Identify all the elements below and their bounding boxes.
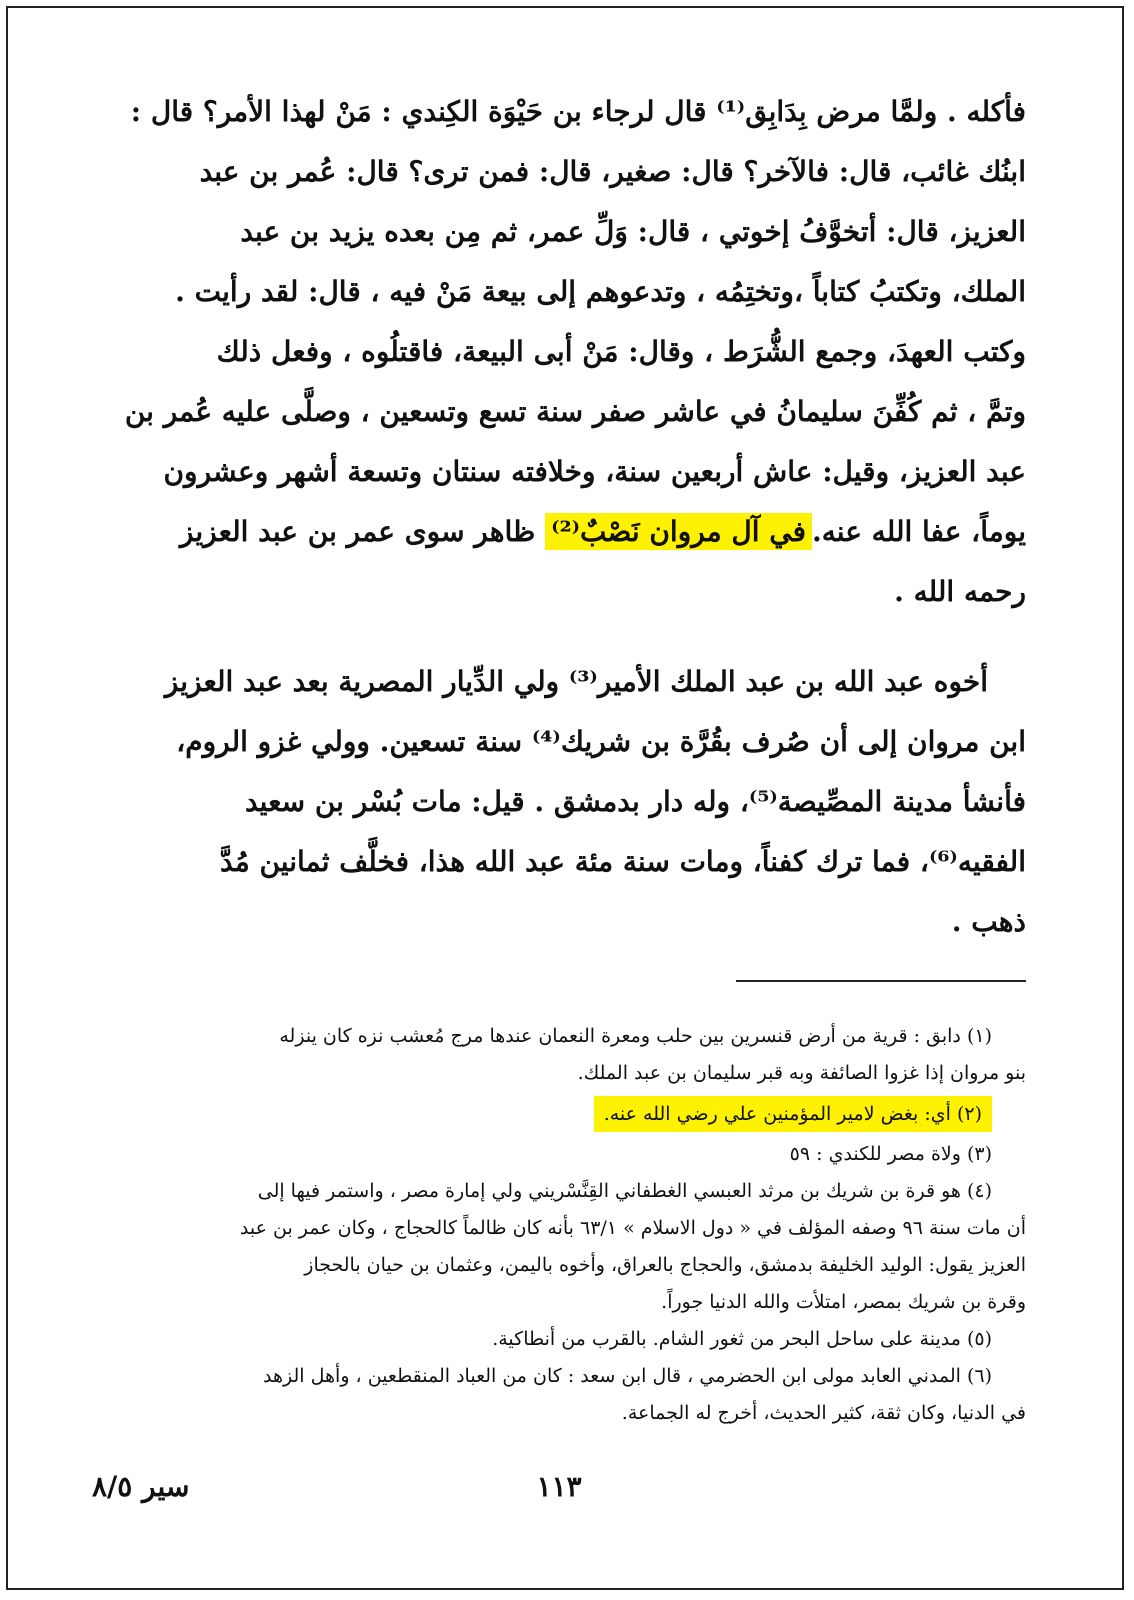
text-line: رحمه الله . — [894, 575, 1026, 608]
footnote-5: (٥) مدينة على ساحل البحر من ثغور الشام. بالقرب من أنطاكية. — [492, 1328, 992, 1350]
footnote-2 — [92, 1092, 1026, 1136]
footnote-4-line: أن مات سنة ٩٦ وصفه المؤلف في « دول الاسلام » ٦٣/١ بأنه كان ظالماً كالحجاج ، وكان عمر بن عبد — [239, 1217, 1026, 1239]
highlighted-footnote: (٢) أي: بغض لامير المؤمنين علي رضي الله عنه. — [594, 1096, 992, 1132]
page-number: ١١٣ — [536, 1470, 582, 1503]
line-start: يوماً، عفا الله عنه. — [812, 515, 1026, 548]
footnote-1-line: بنو مروان إذا غزوا الصائفة وبه قبر سليمان بن عبد الملك. — [577, 1062, 1026, 1084]
text-line-highlighted — [92, 502, 1026, 562]
text-line: الملك، وتكتبُ كتاباً ،وتختِمُه ، وتدعوهم إلى بيعة مَنْ فيه ، قال: لقد رأيت . — [175, 275, 1026, 308]
footnote-4-line: العزيز يقول: الوليد الخليفة بدمشق، والحجاج بالعراق، وأخوه باليمن، وعثمان بن حيان بالحجاز — [304, 1254, 1026, 1276]
text-line: وكتب العهدَ، وجمع الشُّرَط ، وقال: مَنْ أبى البيعة، فاقتلُوه ، وفعل ذلك — [216, 335, 1026, 368]
footnote-6-line: في الدنيا، وكان ثقة، كثير الحديث، أخرج له الجماعة. — [621, 1402, 1026, 1424]
paragraph-line: ذهب . — [951, 905, 1026, 938]
signature-mark: سير ٨/٥ — [92, 1470, 190, 1503]
document-page — [92, 82, 1026, 1432]
line-end: ظاهر سوى عمر بن عبد العزيز — [179, 515, 546, 548]
footnote-6-line: (٦) المدني العابد مولى ابن الحضرمي ، قال ابن سعد : كان من العباد المنقطعين ، وأهل الزهد — [263, 1365, 992, 1387]
highlighted-phrase: في آل مروان نَصْبٌ⁽²⁾ — [545, 513, 812, 550]
footnote-4-line: (٤) هو قرة بن شريك بن مرثد العبسي الغطفاني القِنَّسْريني ولي إمارة مصر ، واستمر فيها إلى — [257, 1180, 992, 1202]
footnote-3: (٣) ولاة مصر للكندي : ٥٩ — [789, 1143, 992, 1165]
text-line: العزيز، قال: أتخوَّفُ إخوتي ، قال: وَلِّ عمر، ثم مِن بعده يزيد بن عبد — [240, 215, 1026, 248]
text-line: وتمَّ ، ثم كُفِّنَ سليمانُ في عاشر صفر سنة تسع وتسعين ، وصلَّى عليه عُمر بن — [124, 395, 1026, 428]
page-footer — [92, 1470, 1026, 1510]
paragraph-line: ابن مروان إلى أن صُرف بقُرَّة بن شريك⁽⁴⁾ سنة تسعين. وولي غزو الروم، — [176, 725, 1026, 758]
footnote-separator — [736, 980, 1026, 982]
text-line: عبد العزيز، وقيل: عاش أربعين سنة، وخلافته سنتان وتسعة أشهر وعشرون — [163, 455, 1026, 488]
footnote-1-line: (١) دابق : قرية من أرض قنسرين بين حلب ومعرة النعمان عندها مرج مُعشب نزه كان ينزله — [279, 1025, 992, 1047]
footnote-4-line: وقرة بن شريك بمصر، امتلأت والله الدنيا جوراً. — [661, 1291, 1026, 1313]
text-line: ابنُك غائب، قال: فالآخر؟ قال: صغير، قال: فمن ترى؟ قال: عُمر بن عبد — [199, 155, 1026, 188]
paragraph-line: أخوه عبد الله بن عبد الملك الأمير⁽³⁾ ولي الدِّيار المصرية بعد عبد العزيز — [164, 665, 988, 698]
paragraph-line: فأنشأ مدينة المصِّيصة⁽⁵⁾، وله دار بدمشق . قيل: مات بُسْر بن سعيد — [244, 785, 1026, 818]
paragraph-line: الفقيه⁽⁶⁾، فما ترك كفناً، ومات سنة مئة عبد الله هذا، فخلَّف ثمانين مُدَّ — [220, 845, 1026, 878]
text-line: فأكله . ولمَّا مرض بِدَابِق⁽¹⁾ قال لرجاء بن حَيْوَة الكِندي : مَنْ لهذا الأمر؟ قال : — [130, 95, 1026, 128]
